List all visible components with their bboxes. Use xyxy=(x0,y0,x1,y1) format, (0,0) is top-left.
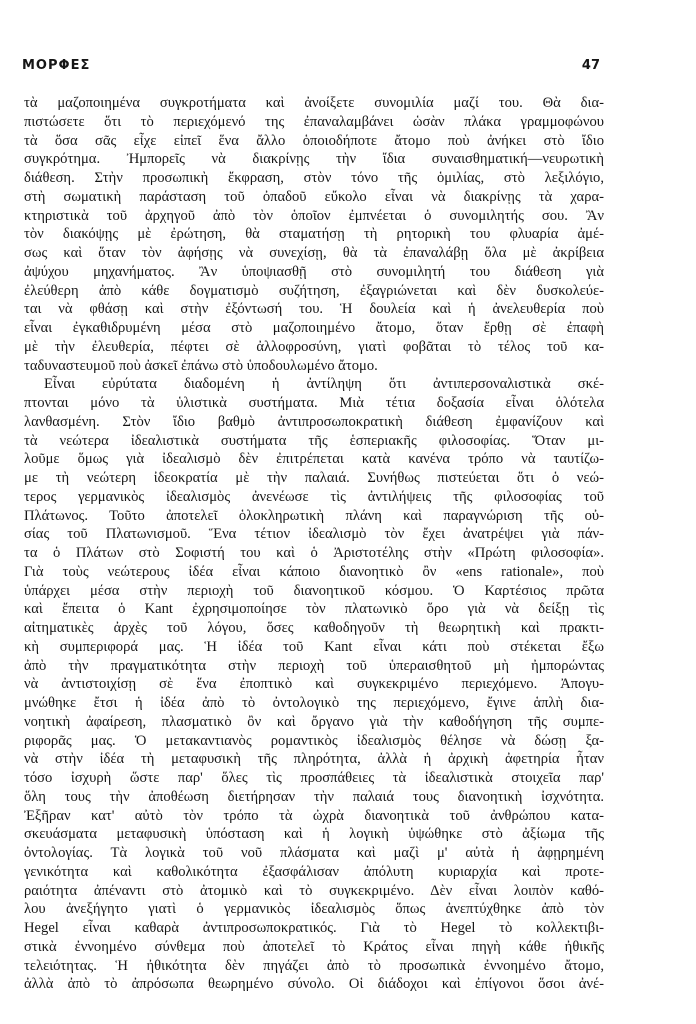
text-line: ὀντολογίας. Τὰ λογικὰ τοῦ νοῦ πλάσματα καὶ μαζὶ μ' αὐτὰ ἡ ἀφῃρημένη xyxy=(24,845,604,861)
text-line: γενικότητα καὶ καθολικότητα ἐξασφάλισαν ἀπόλυτη κυριαρχία καὶ προτε- xyxy=(24,863,604,880)
text-line: τὰ μαζοποιημένα συγκροτήματα καὶ ἀνοίξετε συνομιλία μαζί του. Θὰ δια- xyxy=(24,95,604,111)
text-line: σκευάσματα μεταφυσικὴ ὑπόσταση καὶ ἡ λογικὴ ὑψώθηκε στὸ ἀξίωμα τῆς xyxy=(24,826,604,843)
text-line: στικὰ ἐννοημένο σύνθεμα ποὺ ἀποτελεῖ τὸ Κράτος εἶναι πηγὴ κάθε ἠθικῆς xyxy=(24,938,604,955)
text-line: στὴ σωματικὴ παράσταση τοῦ ὀπαδοῦ εὔκολο εἶναι νὰ διακρίνῃς τὰ χαρα- xyxy=(24,188,604,205)
text-line: μὲ τὴν ἐλευθερία, πέφτει σὲ ἀλλοφροσύνη, γιατὶ φοβᾶται τὸ τέλος τοῦ κα- xyxy=(24,338,604,355)
text-line: Εἶναι εὐρύτατα διαδομένη ἡ ἀντίληψη ὅτι ἀντιπερσοναλιστικὰ σκέ- xyxy=(44,376,604,393)
text-line: Hegel εἶναι καθαρὰ ἀντιπροσωποκρατικός. Γιὰ τὸ Hegel τὸ κολλεκτιβι- xyxy=(24,920,604,936)
text-line: ὅλη τους τὴν ἀποθέωση διετήρησαν τὴν παλαιά τους διανοητικὴ ἰσχνότητα. xyxy=(24,788,604,805)
text-line: λοῦμε ὅμως γιὰ ἰδεαλισμὸ δὲν ἐπιτρέπεται κατὰ κανένα τρόπο νὰ ταυτίζω- xyxy=(24,451,604,468)
text-line: ται νὰ φθάσῃ καὶ στὴν ἐξόντωσή του. Ἡ δουλεία καὶ ἡ ἀνελευθερία ποὺ xyxy=(24,301,604,318)
text-line: διάθεση. Στὴν προσωπικὴ ἔκφραση, στὸν τόνο τῆς ὁμιλίας, στὸ λεξιλόγιο, xyxy=(24,170,604,186)
text-line: ἀψύχου μηχανήματος. Ἂν ὑποψιασθῇ στὸ συνομιλητή του διάθεση γιὰ xyxy=(24,263,604,280)
text-line: τὰ νεώτερα ἰδεαλιστικὰ συστήματα τῆς ἑσπεριακῆς φιλοσοφίας. Ὅταν μι- xyxy=(24,432,604,449)
text-line: ἐλεύθερη ἀπὸ κάθε δογματισμὸ συζήτηση, ἐξαγριώνεται καὶ δὲν δυσκολεύε- xyxy=(24,282,604,299)
text-line: νοητικὴ ἀφαίρεση, πλασματικὸ ὂν καὶ ὄργανο γιὰ τὴν καθοδήγηση τῆς συμπε- xyxy=(24,713,604,730)
body-text xyxy=(24,94,604,1013)
text-line: Ἐξῆραν κατ' αὐτὸ τὸν τρόπο τὰ ὠχρὰ διανοητικὰ τοῦ ἀνθρώπου κατα- xyxy=(24,807,604,824)
journal-title: ΜΟΡΦΕΣ xyxy=(22,58,91,73)
text-line: τα ὁ Πλάτων στὸ Σοφιστή του καὶ ὁ Ἀριστοτέλης στὴν «Πρώτη φιλοσοφία». xyxy=(24,545,604,561)
text-line: ταδυναστευμοῦ ποὺ ἀσκεῖ ἐπάνω στὸ ὑποδουλωμένο ἄτομο. xyxy=(24,357,378,374)
text-line: εἶναι ἐγκαθιδρυμένη μέσα στὸ μαζοποιημένο ἄτομο, ὅταν ἔρθῃ σὲ ἐπαφὴ xyxy=(24,320,604,336)
text-line: Γιὰ τοὺς νεώτερους ἰδέα εἶναι κάποιο διανοητικὸ ὂν «ens rationale», ποὺ xyxy=(24,563,604,580)
text-line: ριφορᾶς μας. Ὁ μετακαντιανὸς ρομαντικὸς ἰδεαλισμὸς θέλησε νὰ δώσῃ ξα- xyxy=(24,732,604,749)
text-line xyxy=(24,994,604,1013)
text-line: τερος γερμανικὸς ἰδεαλισμὸς ἀνενέωσε τὶς ἀντιλήψεις τῆς φιλοσοφίας τοῦ xyxy=(24,488,604,505)
text-line: λου ἀνεξήγητο γιατὶ ὁ γερμανικὸς ἰδεαλισμὸς ὅπως ἀνεπτύχθηκε ἀπὸ τὸν xyxy=(24,901,604,918)
text-line: τόσο ἰσχυρὴ ὥστε παρ' ὅλες τὶς προσπάθειες τὰ ἰδεαλιστικὰ στοιχεῖα παρ' xyxy=(24,770,604,786)
page-number: 47 xyxy=(581,58,600,73)
text-line: σως καὶ ὅταν τὸν ἀφήσῃς νὰ συνεχίσῃ, θὰ τὰ ἐπαναλάβῃ ὅλα μὲ ἀκρίβεια xyxy=(24,245,604,261)
text-line: με τὴ νεώτερη ἰδεοκρατία μὲ τὴν παλαιά. Συνήθως πιστεύεται ὅτι ὁ νεώ- xyxy=(24,470,604,486)
text-line: αἰτηματικὲς ἀρχὲς τοῦ λόγου, ὅσες καθοδηγοῦν τὴ θεωρητικὴ καὶ πρακτι- xyxy=(24,620,604,636)
text-line: τὸν διακόψῃς μὲ ἐρώτηση, θὰ σταματήσῃ τὴ ρητορικὴ του φλυαρία ἀμέ- xyxy=(24,226,604,243)
text-line: νὰ ἀντιστοιχίσῃ σὲ ἕνα ἐποπτικὸ καὶ συγκεκριμένο περιεχόμενο. Ἀπογυ- xyxy=(24,676,604,693)
text-line: σίας τοῦ Πλατωνισμοῦ. Ἕνα τέτιον ἰδεαλισμὸ τὸν ἔχει ἀνατρέψει γιὰ πάν- xyxy=(24,526,604,543)
text-line: πτονται μόνο τὰ ὑλιστικὰ συστήματα. Μιὰ τέτια δοξασία εἶναι ὁλότελα xyxy=(24,395,604,411)
text-line: λανθασμένη. Στὸν ἴδιο βαθμὸ ἀντιπροσωποκρατικὴ διάθεση ἐμφανίζουν καὶ xyxy=(24,413,604,430)
text-line: τελειότητας. Ἡ ἠθικότητα δὲν πηγάζει ἀπὸ τὸ προσωπικὰ ἐννοημένο ἄτομο, xyxy=(24,957,604,974)
text-line: τὰ ὅσα σᾶς εἶχε εἰπεῖ ἕνα ἄλλο ὁποιοδήποτε ἄτομο ποὺ ἀνήκει στὸ ἴδιο xyxy=(24,132,604,149)
running-header xyxy=(22,58,600,78)
text-line: καὶ ἔπειτα ὁ Kant ἐχρησιμοποίησε τὸν πλατωνικὸ ὅρο γιὰ νὰ δείξῃ τὶς xyxy=(24,601,604,618)
text-line: ραιότητα ἀπέναντι στὸ ἀτομικὸ καὶ τὸ συγκεκριμένο. Δὲν εἶναι λοιπὸν καθό- xyxy=(24,882,604,899)
text-line: ἀλλὰ ἀπὸ τὸ ἀπρόσωπα θεωρημένο σύνολο. Οἱ διάδοχοι καὶ ἐπίγονοι ὅσοι ἀνέ- xyxy=(24,976,604,993)
text-line: ὑπάρχει μέσα στὴν περιοχὴ τοῦ διανοητικοῦ κόσμου. Ὁ Καρτέσιος πρῶτα xyxy=(24,582,604,599)
text-line: κτηριστικὰ τοῦ ἀρχηγοῦ ἀπὸ τὸν ὁποῖον ἐμπνέεται ὁ συνομιλητής σου. Ἂν xyxy=(24,207,604,224)
text-line: μνώθηκε ἔτσι ἡ ἰδέα ἀπὸ τὸ ὀντολογικὸ της περιεχόμενο, ἔγινε ἁπλὴ δια- xyxy=(24,695,604,711)
text-line: ἀπὸ τὴν πραγματικότητα στὴν περιοχὴ τοῦ ὑπεραισθητοῦ μὴ ἠμπορώντας xyxy=(24,657,604,674)
text-line: συγκρότημα. Ἠμπορεῖς νὰ διακρίνῃς τὴν ἴδια συναισθηματική—νευρωτικὴ xyxy=(24,151,604,168)
text-line: κὴ συμπεριφορά μας. Ἡ ἰδέα τοῦ Kant εἶναι κάτι ποὺ στέκεται ἔξω xyxy=(24,638,604,655)
text-line: πιστώσετε ὅτι τὸ περιεχόμενό της ἐπαναλαμβάνει ὡσὰν πλάκα γραμμοφώνου xyxy=(24,113,604,130)
text-line: νὰ στὴν ἰδέα τὴ μεταφυσικὴ τῆς πληρότητα, ἀλλὰ ἡ ἀρχικὴ ἀφετηρία ἦταν xyxy=(24,751,604,768)
text-line: Πλάτωνος. Τοῦτο ἀποτελεῖ ὁλοκληρωτικὴ πλάνη καὶ παραγνώριση τῆς οὐ- xyxy=(24,507,604,524)
